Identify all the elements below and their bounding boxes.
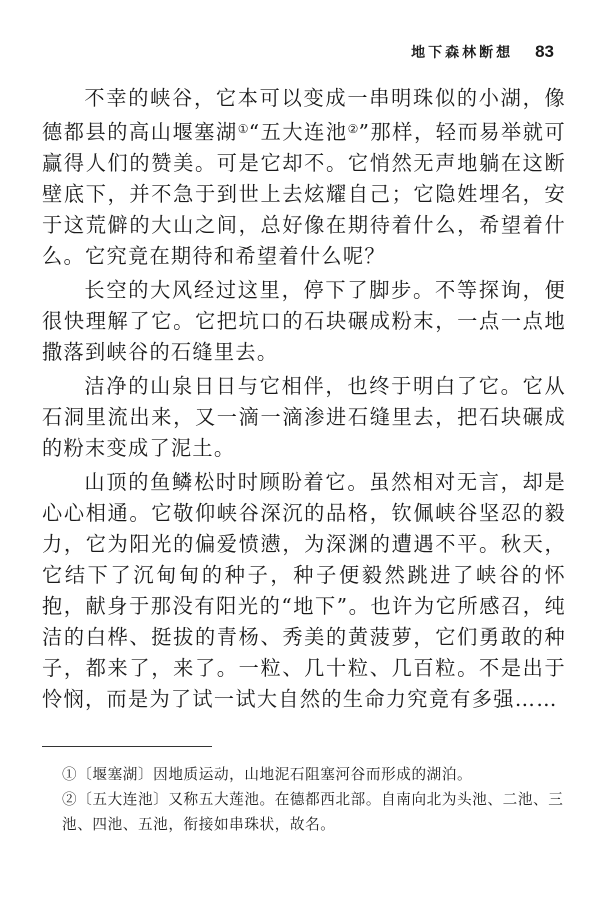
paragraph-text: 长空的大风经过这里，停下了脚步。不等探询，便很快理解了它。它把坑口的石块碾成粉末，一点一点地撒落到峡谷的石缝里去。	[42, 278, 566, 364]
body-text	[42, 83, 566, 715]
paragraph-4	[42, 467, 566, 715]
footnote-divider	[42, 746, 212, 747]
page-header	[411, 42, 554, 62]
footnote-marker-2[interactable]: ②	[347, 122, 359, 136]
running-title: 地下森林断想	[411, 45, 514, 61]
footnote-marker-1[interactable]: ①	[237, 122, 249, 136]
paragraph-text: ”那样，轻而易举就可赢得人们的赞美。可是它却不。它悄然无声地躺在这断壁底下，并不急于到世上去炫耀自己；它隐姓埋名，安于这荒僻的大山之间，总好像在期待着什么，希望着什么。它究竟在期待和希望着什么呢？	[42, 120, 567, 268]
footnotes	[62, 762, 572, 837]
footnote-1: ①〔堰塞湖〕因地质运动，山地泥石阻塞河谷而形成的湖泊。	[62, 766, 473, 783]
page-number: 83	[535, 42, 554, 61]
paragraph-3	[42, 371, 566, 464]
paragraph-text: 不幸的峡谷，它本可以变成一串明珠似的小湖，像德都县的高山堰塞湖	[42, 86, 566, 144]
paragraph-text: 山顶的鱼鳞松时时顾盼着它。虽然相对无言，却是心心相通。它敬仰峡谷深沉的品格，钦佩峡谷坚忍的毅力，它为阳光的偏爱愤懑，为深渊的遭遇不平。秋天，它结下了沉甸甸的种子，种子便毅然跳进了峡谷的怀抱，献身于那没有阳光的“地下”。也许为它所感召，纯洁的白桦、挺拔的青杨、秀美的黄菠萝，它们勇敢的种子，都来了，来了。一粒、几十粒、几百粒。不是出于怜悯，而是为了试一试大自然的生命力究竟有多强……	[42, 470, 566, 711]
paragraph-1	[42, 83, 566, 272]
footnote-2: ②〔五大连池〕又称五大莲池。在德都西北部。自南向北为头池、二池、三池、四池、五池，衔接如串珠状，故名。	[62, 791, 564, 833]
paragraph-2	[42, 275, 566, 368]
paragraph-text: 洁净的山泉日日与它相伴，也终于明白了它。它从石洞里流出来，又一滴一滴渗进石缝里去，把石块碾成的粉末变成了泥土。	[42, 374, 566, 460]
paragraph-text: “五大连池	[248, 120, 348, 144]
